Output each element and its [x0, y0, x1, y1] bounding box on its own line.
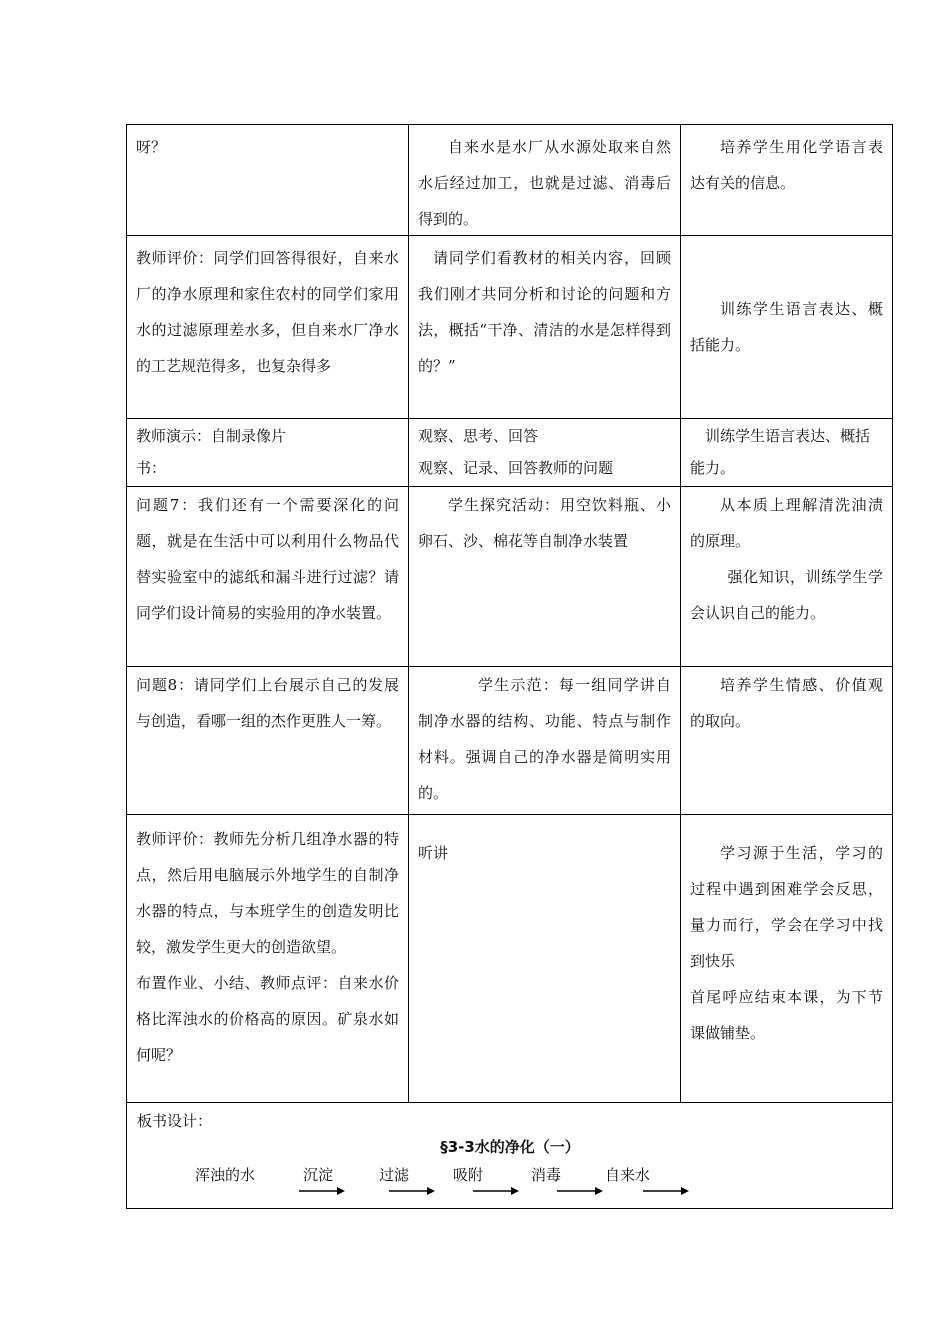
table-row — [127, 236, 893, 419]
cell-text: 学生示范：每一组同学讲自制净水器的结构、功能、特点与制作材料。强调自己的净水器是简明实用的。 — [418, 676, 671, 802]
blackboard-design-cell — [127, 1103, 893, 1209]
table-row — [127, 667, 893, 815]
teacher-activity-cell — [127, 667, 409, 815]
board-label: 板书设计： — [137, 1112, 213, 1130]
flow-step-disinfection: 消毒 — [531, 1166, 562, 1184]
student-activity-cell — [409, 125, 681, 236]
cell-text: 布置作业、小结、教师点评：自来水价格比浑浊水的价格高的原因。矿泉水如何呢？ — [136, 974, 399, 1064]
student-activity-cell — [409, 236, 681, 419]
teacher-activity-cell — [127, 125, 409, 236]
cell-text: 观察、思考、回答 — [418, 427, 539, 445]
cell-text: 问题8：请同学们上台展示自己的发展与创造，看哪一组的杰作更胜人一筹。 — [136, 676, 399, 730]
teacher-activity-cell — [127, 487, 409, 667]
arrow-right-icon — [557, 1185, 603, 1197]
blackboard-row — [127, 1103, 893, 1209]
cell-text: 观察、记录、回答教师的问题 — [418, 459, 614, 477]
cell-text: 从本质上理解清洗油渍的原理。 — [690, 496, 883, 550]
flow-step-tap-water: 自来水 — [605, 1166, 651, 1184]
flow-step-muddy-water: 浑浊的水 — [195, 1166, 256, 1184]
arrow-right-icon — [643, 1185, 689, 1197]
cell-text: 自来水是水厂从水源处取来自然水后经过加工，也就是过滤、消毒后得到的。 — [418, 138, 671, 228]
cell-text: 首尾呼应结束本课，为下节课做铺垫。 — [690, 988, 883, 1042]
student-activity-cell — [409, 419, 681, 487]
cell-text: 培养学生用化学语言表达有关的信息。 — [690, 138, 883, 192]
student-activity-cell — [409, 487, 681, 667]
teacher-activity-cell — [127, 236, 409, 419]
cell-text: 问题7：我们还有一个需要深化的问题，就是在生活中可以利用什么物品代替实验室中的滤纸和漏斗进行过滤？请同学们设计简易的实验用的净水装置。 — [136, 496, 399, 622]
table-row — [127, 419, 893, 487]
arrow-right-icon — [473, 1185, 519, 1197]
design-intent-cell — [681, 667, 893, 815]
cell-text: 书： — [136, 459, 167, 477]
cell-text: 学习源于生活，学习的过程中遇到困难学会反思，量力而行，学会在学习中找到快乐 — [690, 844, 883, 970]
table-row — [127, 487, 893, 667]
arrow-right-icon — [299, 1185, 345, 1197]
cell-text: 培养学生情感、价值观的取向。 — [690, 676, 883, 730]
design-intent-cell — [681, 487, 893, 667]
cell-text: 学生探究活动：用空饮料瓶、小卵石、沙、棉花等自制净水装置 — [418, 496, 671, 550]
flow-step-filtration: 过滤 — [379, 1166, 410, 1184]
design-intent-cell — [681, 815, 893, 1103]
arrow-right-icon — [389, 1185, 435, 1197]
table-row — [127, 815, 893, 1103]
teacher-activity-cell — [127, 419, 409, 487]
design-intent-cell — [681, 419, 893, 487]
cell-text: 教师评价：教师先分析几组净水器的特点，然后用电脑展示外地学生的自制净水器的特点，与本班学生的创造发明比较，激发学生更大的创造欲望。 — [136, 830, 399, 956]
student-activity-cell — [409, 667, 681, 815]
design-intent-cell — [681, 125, 893, 236]
cell-text: 教师演示：自制录像片 — [136, 427, 287, 445]
cell-text: 请同学们看教材的相关内容，回顾我们刚才共同分析和讨论的问题和方法，概括“干净、清洁的水是怎样得到的？” — [418, 249, 671, 375]
purification-flow — [127, 1161, 893, 1201]
flow-step-sedimentation: 沉淀 — [303, 1166, 334, 1184]
board-title: §3-3水的净化（一） — [440, 1138, 580, 1156]
lesson-plan-table — [126, 124, 893, 1209]
cell-text: 训练学生语言表达、概括能力。 — [690, 427, 871, 477]
teacher-activity-cell — [127, 815, 409, 1103]
student-activity-cell — [409, 815, 681, 1103]
table-row — [127, 125, 893, 236]
design-intent-cell — [681, 236, 893, 419]
flow-step-adsorption: 吸附 — [453, 1166, 484, 1184]
cell-text: 呀？ — [136, 138, 167, 156]
cell-text: 强化知识，训练学生学会认识自己的能力。 — [690, 568, 883, 622]
cell-text: 训练学生语言表达、概括能力。 — [690, 300, 883, 354]
cell-text: 听讲 — [418, 844, 449, 862]
cell-text: 教师评价：同学们回答得很好，自来水厂的净水原理和家住农村的同学们家用水的过滤原理差水多，但自来水厂净水的工艺规范得多，也复杂得多 — [136, 249, 399, 375]
